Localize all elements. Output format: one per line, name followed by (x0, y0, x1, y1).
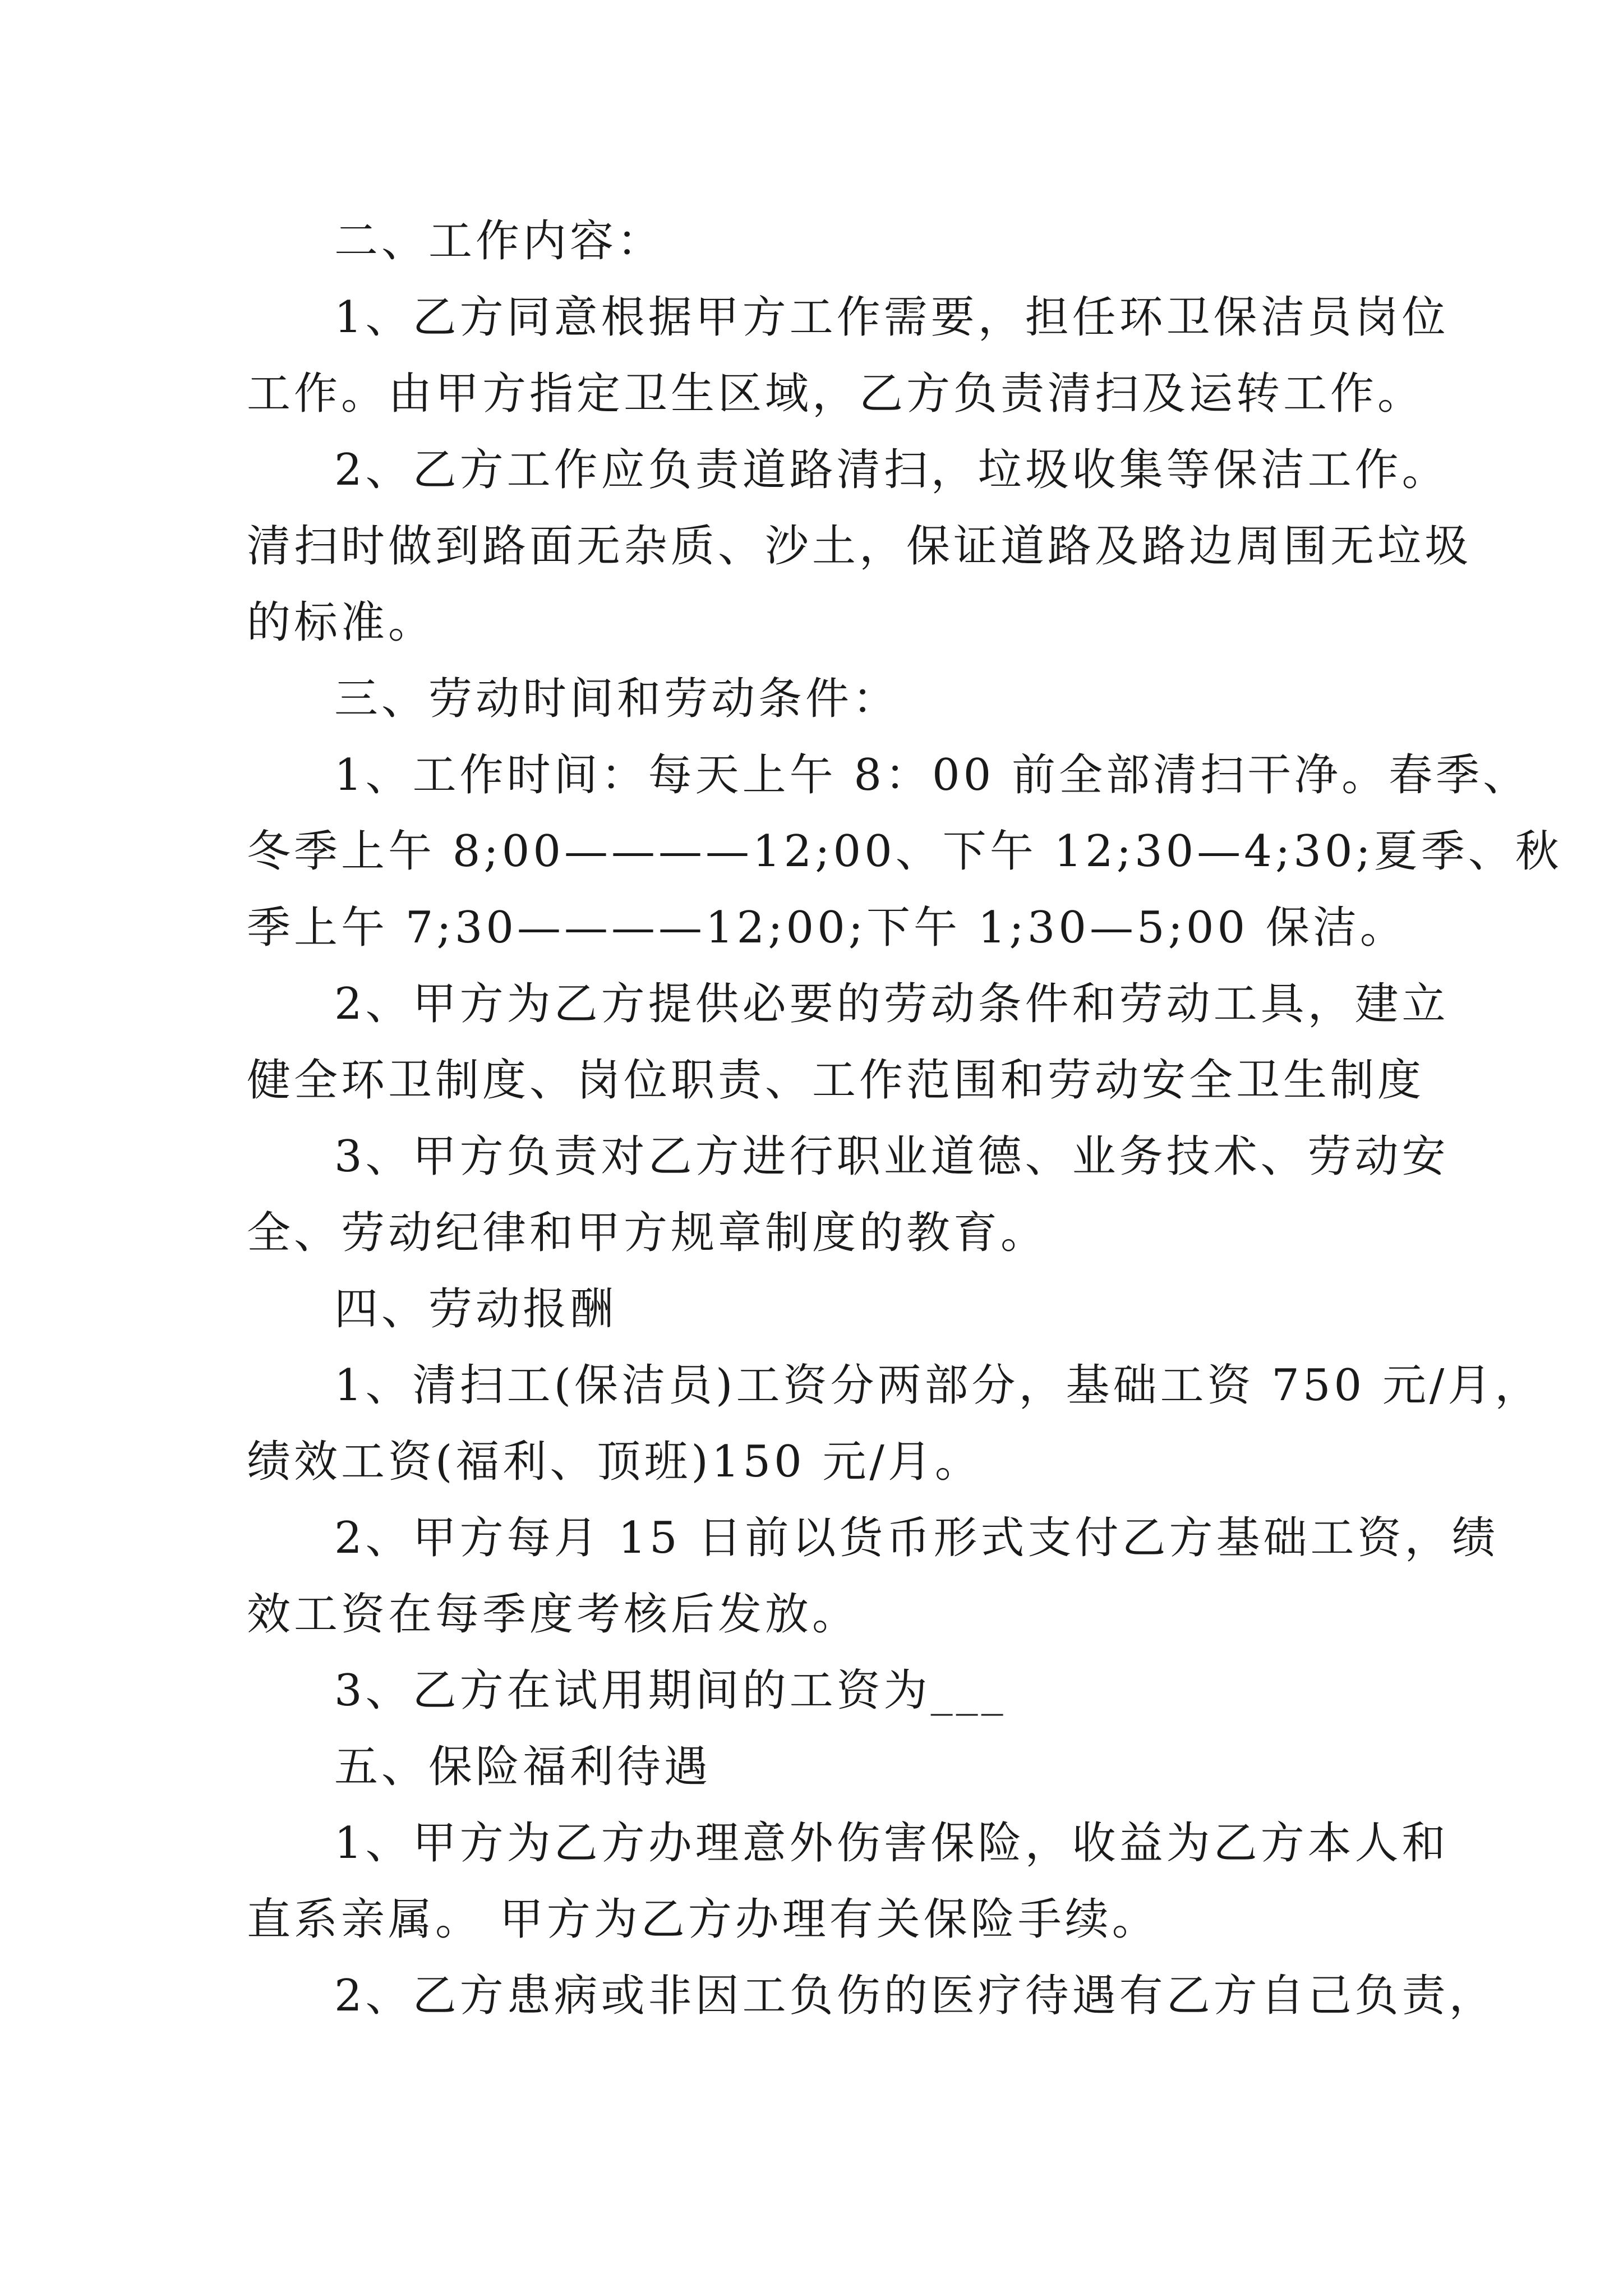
paragraph-line: 3、甲方负责对乙方进行职业道德、业务技术、劳动安 (334, 1131, 1449, 1182)
paragraph-line: 1、乙方同意根据甲方工作需要，担任环卫保洁员岗位 (334, 292, 1449, 343)
paragraph-line: 2、甲方为乙方提供必要的劳动条件和劳动工具，建立 (334, 979, 1449, 1029)
paragraph-line: 的标准。 (247, 597, 436, 648)
paragraph-line: 工作。由甲方指定卫生区域，乙方负责清扫及运转工作。 (247, 369, 1425, 419)
paragraph-line: 效工资在每季度考核后发放。 (247, 1589, 860, 1640)
paragraph-line: 全、劳动纪律和甲方规章制度的教育。 (247, 1208, 1048, 1258)
paragraph-line: 3、乙方在试用期间的工资为___ (334, 1665, 1007, 1716)
paragraph-line: 2、乙方工作应负责道路清扫，垃圾收集等保洁工作。 (334, 445, 1449, 495)
paragraph-line: 2、乙方患病或非因工负伤的医疗待遇有乙方自己负责， (334, 1971, 1496, 2021)
paragraph-line: 1、甲方为乙方办理意外伤害保险，收益为乙方本人和 (334, 1818, 1449, 1869)
paragraph-line: 直系亲属。 甲方为乙方办理有关保险手续。 (247, 1894, 1159, 1945)
section-heading-work-content: 二、工作内容： (334, 216, 665, 266)
paragraph-line: 2、甲方每月 15 日前以货币形式支付乙方基础工资，绩 (334, 1513, 1499, 1563)
paragraph-line: 清扫时做到路面无杂质、沙土，保证道路及路边周围无垃圾 (247, 521, 1472, 572)
paragraph-line: 1、工作时间：每天上午 8：00 前全部清扫干净。春季、 (334, 750, 1530, 800)
section-heading-working-hours: 三、劳动时间和劳动条件： (334, 674, 900, 724)
document-page (247, 203, 1562, 2034)
paragraph-line: 季上午 7;30————12;00;下午 1;30—5;00 保洁。 (247, 903, 1407, 953)
paragraph-line: 1、清扫工(保洁员)工资分两部分，基础工资 750 元/月， (334, 1360, 1542, 1411)
paragraph-line: 冬季上午 8;00————12;00、下午 12;30—4;30;夏季、秋 (247, 826, 1562, 877)
section-heading-remuneration: 四、劳动报酬 (334, 1284, 617, 1335)
section-heading-insurance: 五、保险福利待遇 (334, 1742, 712, 1792)
paragraph-line: 健全环卫制度、岗位职责、工作范围和劳动安全卫生制度 (247, 1055, 1425, 1106)
paragraph-line: 绩效工资(福利、顶班)150 元/月。 (247, 1437, 982, 1487)
